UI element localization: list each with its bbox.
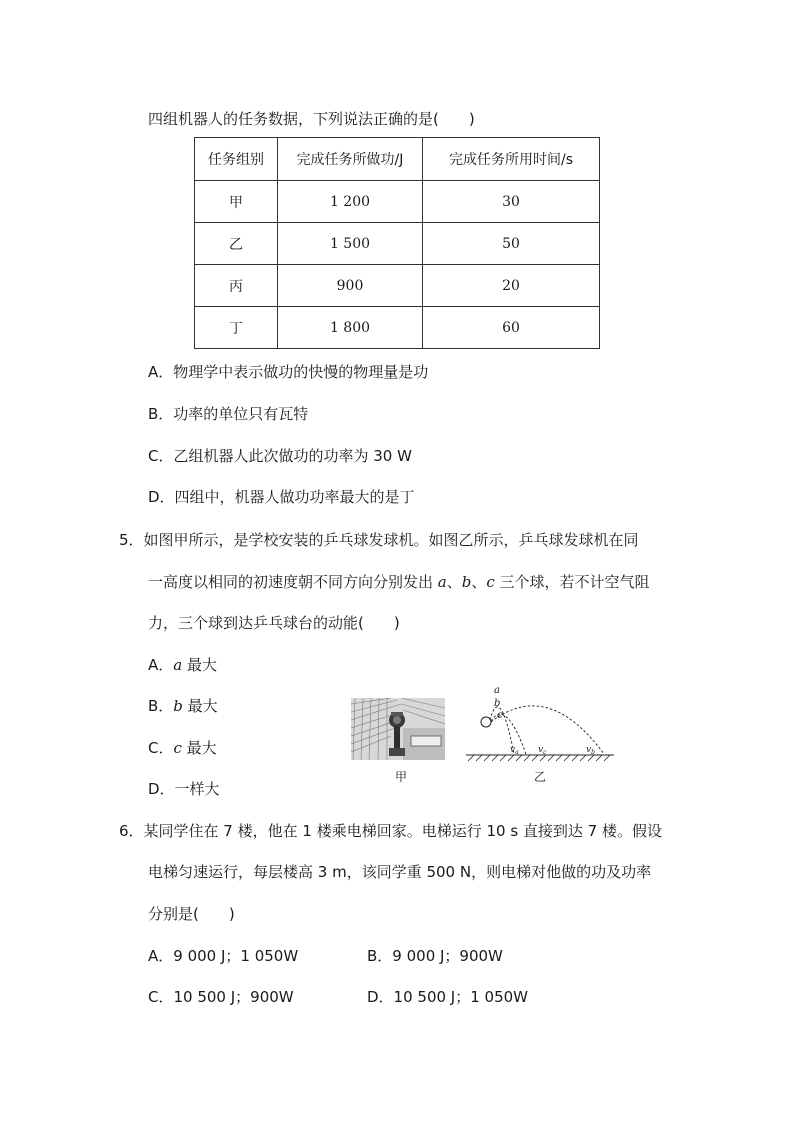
label-vc: $v_c$ — [538, 745, 547, 756]
label-c: c — [497, 710, 503, 721]
table-header-group: 任务组别 — [195, 138, 278, 181]
ball-machine-photo — [351, 698, 445, 760]
q5-option-a-label: A． — [148, 656, 174, 674]
q5-option-b-var: b — [173, 697, 183, 715]
table-row — [195, 181, 600, 223]
q5-var-c: c — [486, 573, 495, 591]
figure-caption-yi: 乙 — [534, 770, 547, 784]
table-cell-time: 30 — [423, 181, 600, 223]
q6-option-c: C．10 500 J；900W — [148, 988, 294, 1006]
q5-option-b-text: 最大 — [182, 697, 218, 715]
q5-var-b: b — [461, 573, 472, 591]
table-cell-time: 60 — [423, 307, 600, 349]
q5-sep-1: 、 — [446, 573, 462, 591]
q5-option-a-var: a — [173, 656, 183, 674]
table-cell-group: 乙 — [195, 223, 278, 265]
q6-line-2: 电梯匀速运行，每层楼高 3 m，该同学重 500 N，则电梯对他做的功及功率 — [148, 863, 652, 881]
q4-option-d: D．四组中，机器人做功功率最大的是丁 — [148, 488, 415, 506]
q5-option-b-label: B． — [148, 697, 174, 715]
table-row — [195, 307, 600, 349]
q5-option-a-text: 最大 — [182, 656, 217, 674]
launch-ball — [481, 717, 491, 727]
table-cell-time: 50 — [423, 223, 600, 265]
q4-option-b: B．功率的单位只有瓦特 — [148, 405, 309, 423]
q6-option-b: B．9 000 J；900W — [367, 947, 503, 965]
q6-option-d: D．10 500 J；1 050W — [367, 988, 529, 1006]
table-cell-group: 丁 — [195, 307, 278, 349]
table-row — [195, 265, 600, 307]
ball-machine-image — [351, 698, 445, 760]
table-cell-time: 20 — [423, 265, 600, 307]
q5-line-1: 5．如图甲所示，是学校安装的乒乓球发球机。如图乙所示，乒乓球发球机在同 — [119, 531, 639, 549]
q6-option-a: A．9 000 J；1 050W — [148, 947, 299, 965]
table-cell-work: 900 — [278, 265, 423, 307]
table-cell-work: 1 200 — [278, 181, 423, 223]
q5-var-a: a — [437, 573, 447, 591]
q5-line-2-tail: 三个球，若不计空气阻 — [494, 573, 650, 591]
q4-intro: 四组机器人的任务数据，下列说法正确的是( ) — [148, 110, 475, 128]
q5-option-c — [148, 738, 217, 758]
q6-line-1: 6．某同学住在 7 楼，他在 1 楼乘电梯回家。电梯运行 10 s 直接到达 7 楼。假设 — [119, 822, 662, 840]
q5-line-2 — [148, 572, 650, 592]
table-cell-work: 1 800 — [278, 307, 423, 349]
q5-option-d: D．一样大 — [148, 780, 220, 798]
q5-option-c-var: c — [173, 739, 182, 757]
label-vb: $v_b$ — [586, 745, 595, 756]
q5-option-c-text: 最大 — [181, 739, 217, 757]
q4-option-c: C．乙组机器人此次做功的功率为 30 W — [148, 447, 412, 465]
table-cell-work: 1 500 — [278, 223, 423, 265]
q5-option-c-label: C． — [148, 739, 174, 757]
task-data-table — [194, 137, 600, 349]
q5-line-2-text: 一高度以相同的初速度朝不同方向分别发出 — [148, 573, 438, 591]
table-header-time: 完成任务所用时间/s — [423, 138, 600, 181]
q5-option-a — [148, 655, 217, 675]
figure-caption-jia: 甲 — [395, 770, 408, 784]
table-header-row — [195, 138, 600, 181]
q5-option-b — [148, 696, 218, 716]
label-b: b — [494, 698, 501, 709]
q4-option-a: A．物理学中表示做功的快慢的物理量是功 — [148, 363, 429, 381]
table-cell-group: 丙 — [195, 265, 278, 307]
label-va: $v_a$ — [510, 745, 519, 756]
label-a: a — [494, 685, 500, 696]
table-row — [195, 223, 600, 265]
ground-hatching — [468, 755, 610, 761]
q6-line-3: 分别是( ) — [148, 905, 235, 923]
trajectory-diagram — [464, 682, 616, 764]
table-header-work: 完成任务所做功/J — [278, 138, 423, 181]
q5-sep-2: 、 — [471, 573, 487, 591]
table-cell-group: 甲 — [195, 181, 278, 223]
q5-line-3: 力，三个球到达乒乓球台的动能( ) — [148, 614, 400, 632]
